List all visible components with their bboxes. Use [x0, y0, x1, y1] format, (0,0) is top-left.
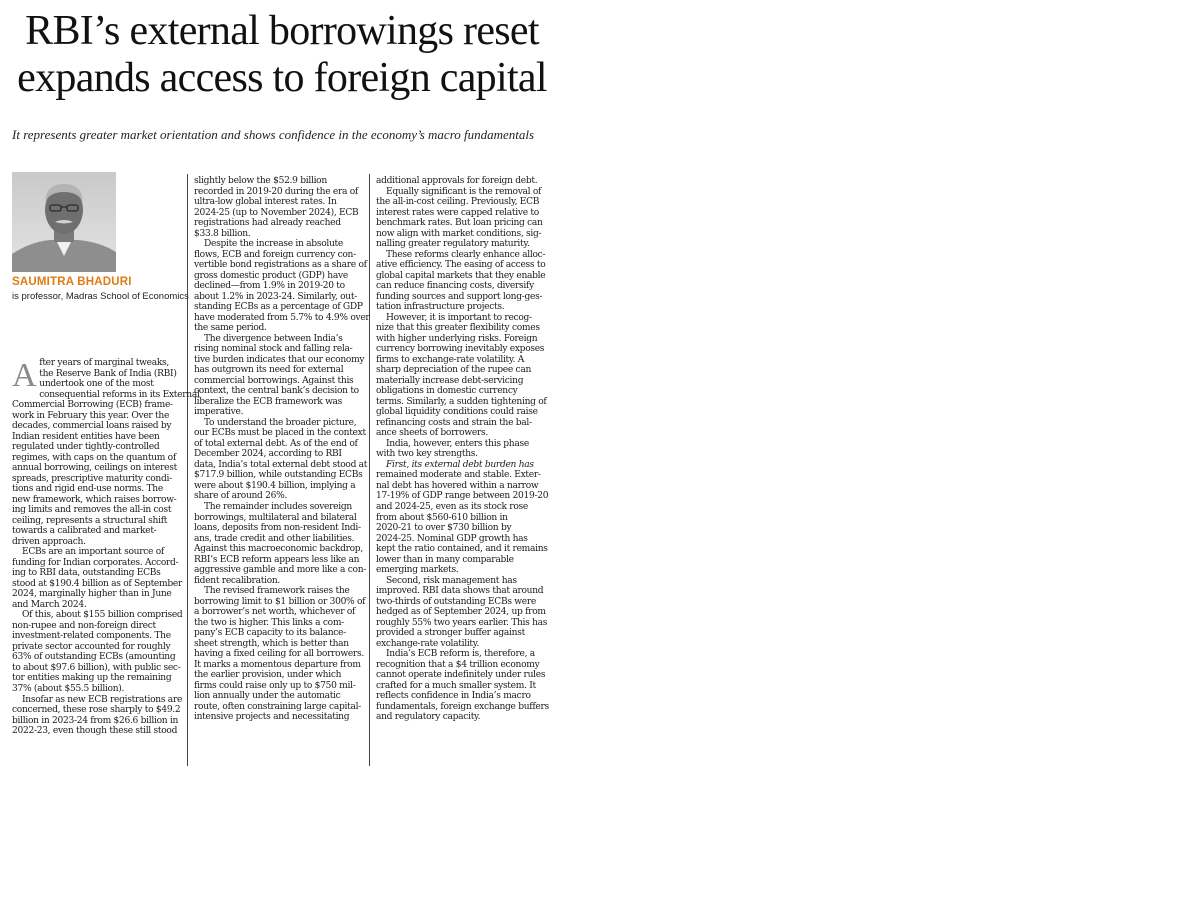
text-line: firms could raise only up to $750 mil- — [194, 680, 356, 691]
text-line: nalling greater regulatory maturity. — [376, 239, 530, 250]
text-line: tation infrastructure projects. — [376, 302, 505, 313]
text-line: nal debt has hovered within a narrow — [376, 480, 539, 491]
column-rule-1 — [187, 174, 188, 766]
text-line: registrations had already reached — [194, 218, 341, 229]
text-line: aggressive gamble and more like a con- — [194, 565, 367, 576]
text-line: investment-related components. The — [12, 631, 171, 642]
text-line: fter years of marginal tweaks, — [39, 358, 169, 368]
paragraph — [12, 610, 183, 694]
text-line: to about $97.6 billion), with public sec- — [12, 662, 181, 673]
text-line: cannot operate indefinitely under rules — [376, 670, 546, 681]
author-portrait-icon — [12, 172, 116, 272]
text-line: ultra-low global interest rates. In — [194, 197, 337, 208]
text-line: with higher underlying risks. Foreign — [376, 333, 538, 344]
drop-cap: A — [12, 357, 37, 394]
text-line: annual borrowing, ceilings on interest — [12, 463, 177, 474]
text-line: and 2024-25, even as its stock rose — [376, 501, 528, 512]
text-line: two-thirds of outstanding ECBs were — [376, 596, 536, 607]
paragraph — [376, 460, 547, 576]
paragraph — [376, 576, 547, 650]
text-line: rising nominal stock and falling rela- — [194, 344, 353, 355]
text-line: spreads, prescriptive maturity condi- — [12, 473, 172, 484]
text-line: stood at $190.4 billion as of September — [12, 578, 182, 589]
text-line: loans, deposits from non-resident Indi- — [194, 523, 361, 534]
text-line: interest rates were capped relative to — [376, 207, 539, 218]
text-line: route, often constraining large capital- — [194, 701, 361, 712]
text-line: the earlier provision, under which — [194, 670, 342, 681]
text-line: recognition that a $4 trillion economy — [376, 659, 540, 670]
text-line: nize that this greater flexibility comes — [376, 323, 540, 334]
text-line: liberalize the ECB framework was — [194, 396, 343, 407]
text-line: ative efficiency. The easing of access to — [376, 260, 546, 271]
text-line: declined—from 1.9% in 2019-20 to — [194, 281, 345, 292]
text-line: private sector accounted for roughly — [12, 641, 171, 652]
text-line: recorded in 2019-20 during the era of — [194, 186, 358, 197]
text-line: Commercial Borrowing (ECB) frame- — [12, 400, 173, 411]
text-line: The remainder includes sovereign — [204, 501, 352, 512]
text-line: 2022-23, even though these still stood — [12, 726, 178, 737]
text-line: has outgrown its need for external — [194, 365, 344, 376]
text-line: concerned, these rose sharply to $49.2 — [12, 705, 181, 716]
text-line: It marks a momentous departure from — [194, 659, 361, 670]
text-line: refinancing costs and strain the bal- — [376, 417, 532, 428]
headline-line-2: expands access to foreign capital — [17, 55, 547, 101]
text-line: 2024-25. Nominal GDP growth has — [376, 533, 528, 544]
text-line: 2024, marginally higher than in June — [12, 589, 172, 600]
text-line: pany’s ECB capacity to its balance- — [194, 628, 346, 639]
text-line: can reduce financing costs, diversify — [376, 281, 534, 292]
text-line: 37% (about $55.5 billion). — [12, 683, 125, 694]
text-line: tions and rigid end-use norms. The — [12, 484, 163, 495]
text-line: standing ECBs as a percentage of GDP — [194, 302, 363, 313]
text-line: new framework, which raises borrow- — [12, 494, 177, 505]
article-column-3 — [376, 176, 547, 723]
text-line: additional approvals for foreign debt. — [376, 176, 538, 186]
text-line: were about $190.4 billion, implying a — [194, 480, 356, 491]
text-line: undertook one of the most — [39, 379, 154, 390]
paragraph — [12, 695, 183, 737]
text-line: context, the central bank’s decision to — [194, 386, 359, 397]
text-line: lion annually under the automatic — [194, 691, 341, 702]
text-line: share of around 26%. — [194, 491, 288, 502]
headline-line-1: RBI’s external borrowings reset — [25, 8, 539, 54]
text-line: India’s ECB reform is, therefore, a — [386, 649, 535, 660]
text-line: materially increase debt-servicing — [376, 375, 524, 386]
text-line: benchmark rates. But loan pricing can — [376, 218, 543, 229]
text-line: 2024-25 (up to November 2024), ECB — [194, 207, 359, 218]
text-line: The divergence between India’s — [204, 333, 343, 344]
text-line: However, it is important to recog- — [386, 312, 532, 323]
text-line: vertible bond registrations as a share of — [194, 260, 367, 271]
paragraph — [194, 502, 365, 586]
text-line: hedged as of September 2024, up from — [376, 607, 546, 618]
text-line: borrowings, multilateral and bilateral — [194, 512, 357, 523]
text-line: about 1.2% in 2023-24. Similarly, out- — [194, 291, 357, 302]
text-line: driven approach. — [12, 536, 86, 547]
text-line: ance sheets of borrowers. — [376, 428, 488, 439]
headline — [12, 8, 552, 102]
author-name: SAUMITRA BHADURI — [12, 276, 132, 288]
text-line: slightly below the $52.9 billion — [194, 176, 327, 186]
text-line: tive burden indicates that our economy — [194, 354, 365, 365]
text-line: December 2024, according to RBI — [194, 449, 342, 460]
text-line: 17-19% of GDP range between 2019-20 — [376, 491, 549, 502]
text-line: currency borrowing inevitably exposes — [376, 344, 545, 355]
text-line: from about $560-610 billion in — [376, 512, 508, 523]
text-line: reflects confidence in India’s macro — [376, 691, 531, 702]
text-line: fundamentals, foreign exchange buffers — [376, 701, 549, 712]
text-line: commercial borrowings. Against this — [194, 375, 354, 386]
text-line: 2020-21 to over $730 billion by — [376, 523, 512, 534]
text-line: a borrower’s net worth, whichever of — [194, 607, 356, 618]
paragraph — [376, 313, 547, 439]
author-description: is professor, Madras School of Economics — [12, 291, 189, 302]
text-line: data, India’s total external debt stood at — [194, 459, 368, 470]
text-line: the all-in-cost ceiling. Previously, ECB — [376, 197, 540, 208]
text-line: sheet strength, which is better than — [194, 638, 349, 649]
standfirst: It represents greater market orientation and shows confidence in the economy’s macro fundamentals — [12, 127, 535, 142]
article-column-2 — [194, 176, 370, 723]
text-line: funding sources and support long-ges- — [376, 291, 543, 302]
paragraph — [194, 586, 365, 723]
text-line: obligations in domestic currency — [376, 386, 518, 397]
paragraph — [194, 176, 365, 239]
text-line: the same period. — [194, 323, 267, 334]
text-line: global liquidity conditions could raise — [376, 407, 538, 418]
text-line: and regulatory capacity. — [376, 712, 481, 723]
text-line: Of this, about $155 billion comprised — [22, 610, 183, 621]
text-line: intensive projects and necessitating — [194, 712, 350, 723]
text-line: regulated under tightly-controlled — [12, 442, 160, 453]
text-line: improved. RBI data shows that around — [376, 586, 544, 597]
text-line: ceiling, represents a structural shift — [12, 515, 168, 526]
text-line: ing limits and removes the all-in cost — [12, 505, 172, 516]
text-line: kept the ratio contained, and it remains — [376, 544, 548, 555]
text-line: decades, commercial loans raised by — [12, 421, 172, 432]
text-line: having a fixed ceiling for all borrowers. — [194, 649, 364, 660]
text-line: First, its external debt burden has — [386, 459, 534, 470]
text-line: imperative. — [194, 407, 244, 418]
text-line: towards a calibrated and market- — [12, 526, 157, 537]
text-line: crafted for a much smaller system. It — [376, 680, 536, 691]
text-line: Against this macroeconomic backdrop, — [194, 544, 363, 555]
paragraph — [376, 176, 547, 187]
text-line: sharp depreciation of the rupee can — [376, 365, 532, 376]
text-line: Insofar as new ECB registrations are — [22, 694, 183, 705]
text-line: exchange-rate volatility. — [376, 638, 480, 649]
text-line: roughly 55% two years earlier. This has — [376, 617, 548, 628]
text-line: work in February this year. Over the — [12, 410, 170, 421]
paragraph — [194, 239, 370, 334]
column-rule-2 — [369, 174, 370, 766]
text-line: remained moderate and stable. Exter- — [376, 470, 541, 481]
text-line: global capital markets that they enable — [376, 270, 546, 281]
text-line: emerging markets. — [376, 565, 459, 576]
text-line: consequential reforms in its External — [39, 389, 200, 400]
text-line: borrowing limit to $1 billion or 300% of — [194, 596, 366, 607]
text-line: $717.9 billion, while outstanding ECBs — [194, 470, 363, 481]
text-line: India, however, enters this phase — [386, 438, 529, 449]
text-line: flows, ECB and foreign currency con- — [194, 249, 356, 260]
author-photo — [12, 172, 116, 272]
text-line: RBI’s ECB reform appears less like an — [194, 554, 360, 565]
text-line: 63% of outstanding ECBs (amounting — [12, 652, 176, 663]
text-line: non-rupee and non-foreign direct — [12, 620, 156, 631]
text-line: $33.8 billion. — [194, 228, 251, 239]
text-line: ing to RBI data, outstanding ECBs — [12, 568, 161, 579]
text-line: of total external debt. As of the end of — [194, 438, 358, 449]
text-line: and March 2024. — [12, 599, 87, 610]
text-line: the Reserve Bank of India (RBI) — [39, 368, 177, 379]
paragraph — [376, 439, 547, 460]
text-line: tor entities making up the remaining — [12, 673, 172, 684]
paragraph — [376, 649, 547, 723]
text-line: The revised framework raises the — [204, 586, 350, 597]
text-line: have moderated from 5.7% to 4.9% over — [194, 312, 370, 323]
text-line: terms. Similarly, a sudden tightening of — [376, 396, 547, 407]
paragraph — [376, 187, 547, 250]
paragraph — [194, 417, 368, 502]
text-line: our ECBs must be placed in the context — [194, 428, 366, 439]
text-line: ans, trade credit and other liabilities. — [194, 533, 355, 544]
text-line: Second, risk management has — [386, 575, 517, 586]
text-line: To understand the broader picture, — [204, 417, 357, 428]
text-line: now align with market conditions, sig- — [376, 228, 542, 239]
text-line: with two key strengths. — [376, 449, 478, 460]
text-line: provided a stronger buffer against — [376, 628, 525, 639]
text-line: These reforms clearly enhance alloc- — [386, 249, 546, 260]
text-line: gross domestic product (GDP) have — [194, 270, 348, 281]
paragraph — [12, 547, 183, 610]
text-line: the two is higher. This links a com- — [194, 617, 344, 628]
text-line: Despite the increase in absolute — [204, 239, 343, 250]
text-line: fident recalibration. — [194, 575, 281, 586]
text-line: Equally significant is the removal of — [386, 186, 542, 197]
paragraph — [376, 250, 547, 313]
paragraph — [194, 334, 365, 418]
text-line: firms to exchange-rate volatility. A — [376, 354, 524, 365]
text-line: funding for Indian corporates. Accord- — [12, 557, 179, 568]
text-line: lower than in many comparable — [376, 554, 514, 565]
text-line: billion in 2023-24 from $26.6 billion in — [12, 715, 179, 726]
text-line: regimes, with caps on the quantum of — [12, 452, 176, 463]
paragraph — [12, 357, 200, 547]
text-line: ECBs are an important source of — [22, 547, 164, 558]
text-line: Indian resident entities have been — [12, 431, 160, 442]
article-column-1 — [12, 357, 200, 737]
